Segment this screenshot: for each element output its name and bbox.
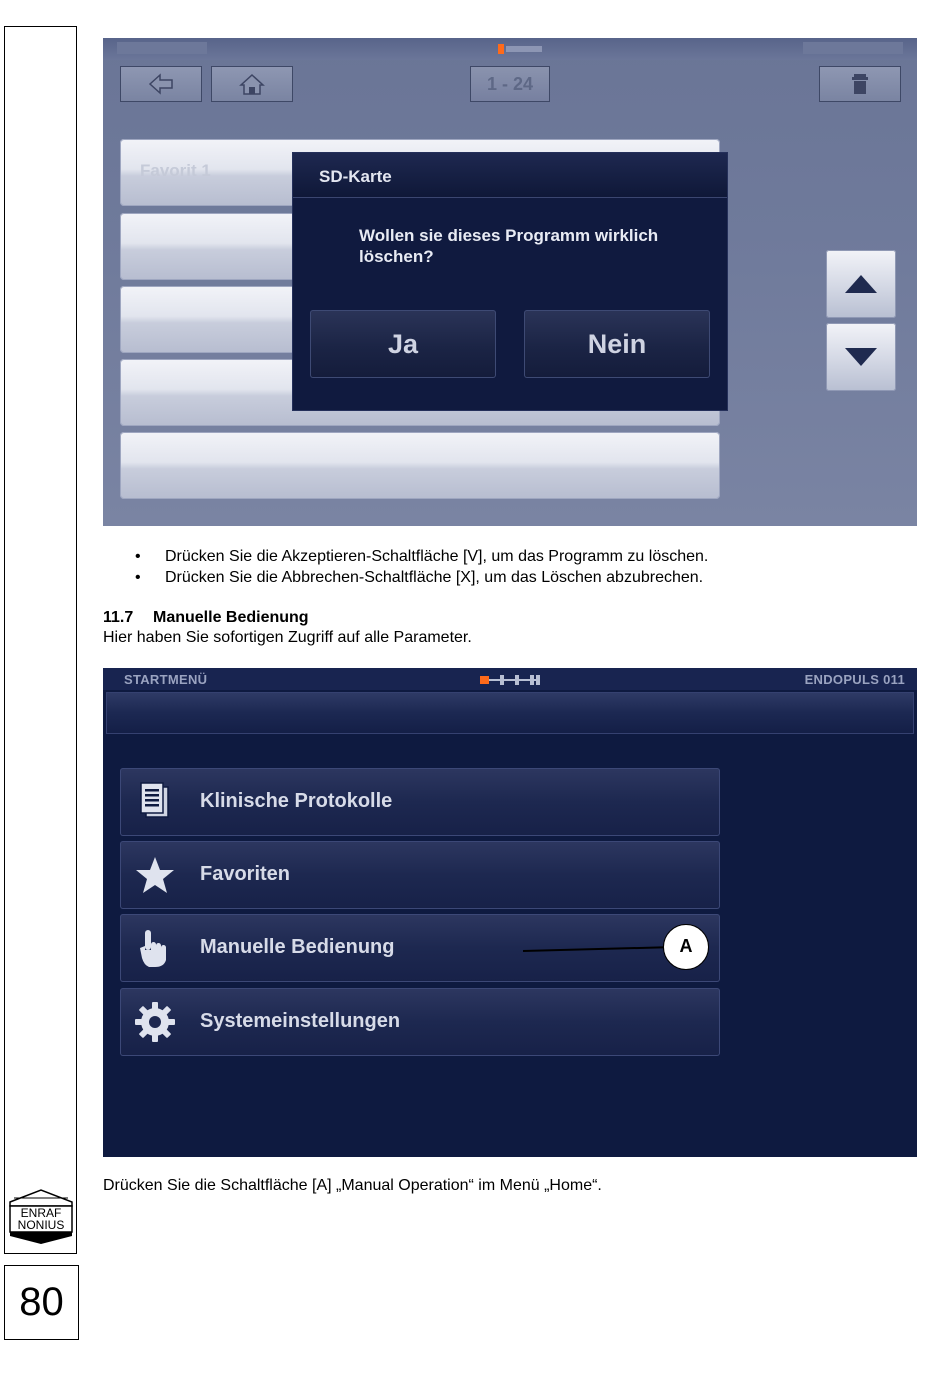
page-number: 80 xyxy=(4,1265,79,1340)
section-number: 11.7 xyxy=(103,609,134,626)
side-margin-box xyxy=(4,26,77,1254)
arrow-up-icon xyxy=(844,274,878,294)
menu-item-label: Systemeinstellungen xyxy=(200,1010,401,1032)
list-item: • Drücken Sie die Akzeptieren-Schaltfläche [V], um das Programm zu löschen. xyxy=(135,546,708,567)
program-counter: 1 - 24 xyxy=(470,66,550,102)
scroll-down-button[interactable] xyxy=(826,323,896,391)
menu-item-label: Klinische Protokolle xyxy=(200,790,393,812)
enraf-nonius-logo xyxy=(6,1188,76,1246)
menu-item-clinical-protocols[interactable] xyxy=(120,768,720,836)
star-icon xyxy=(134,854,176,896)
status-bar xyxy=(103,668,917,690)
dialog-title: SD-Karte xyxy=(319,167,392,186)
section-intro: Hier haben Sie sofortigen Zugriff auf alle Parameter. xyxy=(103,629,472,646)
section-title: Manuelle Bedienung xyxy=(153,609,309,626)
trash-icon xyxy=(847,73,873,95)
dialog-title-bar xyxy=(293,153,727,198)
callout-a: A xyxy=(663,924,709,970)
instruction-list xyxy=(135,546,708,588)
menu-item-favorites[interactable] xyxy=(120,841,720,909)
hand-pointer-icon xyxy=(134,927,176,969)
no-button[interactable]: Nein xyxy=(524,310,710,378)
figure-caption: Drücken Sie die Schaltfläche [A] „Manual Operation“ im Menü „Home“. xyxy=(103,1177,602,1194)
menu-item-label: Favoriten xyxy=(200,863,291,885)
scroll-up-button[interactable] xyxy=(826,250,896,318)
sd-card-dialog xyxy=(293,153,727,410)
home-button[interactable] xyxy=(211,66,293,102)
yes-button[interactable]: Ja xyxy=(310,310,496,378)
progress-indicator xyxy=(480,674,540,685)
svg-text:ENRAF: ENRAF xyxy=(20,1206,62,1220)
progress-marker xyxy=(498,44,504,54)
menu-item-system-settings[interactable] xyxy=(120,988,720,1056)
gear-icon xyxy=(134,1001,176,1043)
list-item: • Drücken Sie die Abbrechen-Schaltfläche [X], um das Löschen abzubrechen. xyxy=(135,567,708,588)
device-name: ENDOPULS 011 xyxy=(804,672,905,687)
start-menu-screen xyxy=(103,668,917,1157)
home-icon xyxy=(239,73,265,95)
menu-item-label: Manuelle Bedienung xyxy=(200,936,395,958)
dialog-message: Wollen sie dieses Programm wirklich löschen? xyxy=(359,226,659,266)
screen-title: STARTMENÜ xyxy=(124,672,208,687)
favorite-row-label: Favorit 1 xyxy=(140,161,211,180)
section-heading xyxy=(103,609,309,627)
document-icon xyxy=(134,781,176,823)
header-bar xyxy=(106,692,914,734)
favorite-row[interactable] xyxy=(120,432,720,499)
status-bar xyxy=(103,38,917,60)
back-arrow-icon xyxy=(148,73,174,95)
delete-confirmation-screen xyxy=(103,38,917,526)
arrow-down-icon xyxy=(844,347,878,367)
back-button[interactable] xyxy=(120,66,202,102)
svg-text:NONIUS: NONIUS xyxy=(17,1218,65,1232)
delete-button[interactable] xyxy=(819,66,901,102)
